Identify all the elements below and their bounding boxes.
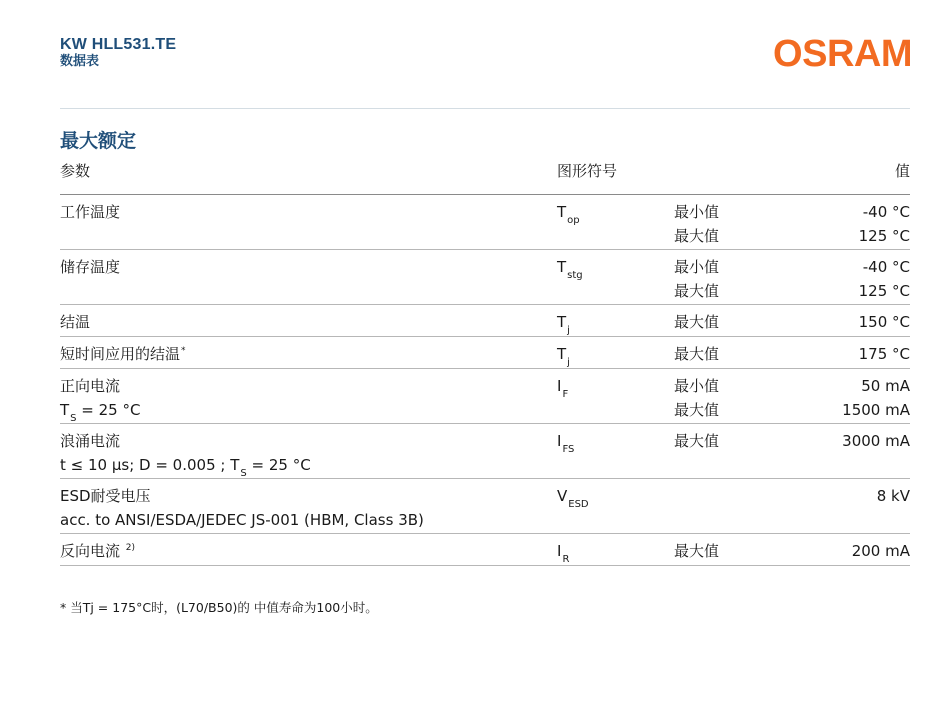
condition-text: t ≤ 10 μs; D = 0.005 ; T <box>60 456 240 474</box>
header-divider <box>60 108 910 109</box>
param-label: 正向电流 <box>60 377 121 395</box>
section-title: 最大额定 <box>60 130 137 152</box>
value-cell <box>859 255 910 303</box>
param-cell <box>60 342 186 369</box>
param-cell <box>60 374 140 425</box>
symbol-subscript: j <box>567 357 570 368</box>
limit-label: 最大值 <box>674 345 720 363</box>
value: 200 mA <box>851 542 910 560</box>
limit-cell <box>674 255 719 303</box>
value-cell <box>852 539 910 563</box>
symbol: I <box>557 432 562 450</box>
document-type: 数据表 <box>60 54 100 69</box>
symbol-cell <box>557 429 574 456</box>
symbol-cell <box>557 484 589 511</box>
param-label: 浪涌电流 <box>60 432 121 450</box>
symbol-subscript: R <box>562 554 570 565</box>
table-row <box>60 195 910 250</box>
value-cell <box>859 342 910 366</box>
value-cell <box>842 374 910 422</box>
symbol-cell <box>557 255 583 282</box>
limit-cell <box>674 429 719 453</box>
column-header-symbol: 图形符号 <box>557 162 618 180</box>
param-cell <box>60 429 311 480</box>
param-label: ESD耐受电压 <box>60 487 151 505</box>
limit-label: 最大值 <box>674 542 720 560</box>
value: -40 °C <box>862 258 910 276</box>
symbol: T <box>557 313 567 331</box>
symbol-cell <box>557 310 570 337</box>
limit-label: 最小值 <box>674 258 720 276</box>
param-condition: acc. to ANSI/ESDA/JEDEC JS-001 (HBM, Class 3B) <box>60 511 424 529</box>
value: 1500 mA <box>842 401 910 419</box>
param-label: 工作温度 <box>60 203 121 221</box>
symbol-subscript: F <box>562 389 569 400</box>
value: 50 mA <box>861 377 910 395</box>
footnote-marker: 2) <box>125 543 136 553</box>
osram-logo: OSRAM <box>773 33 912 75</box>
limit-label: 最大值 <box>674 227 720 245</box>
value: 150 °C <box>858 313 910 331</box>
limit-cell <box>674 539 719 563</box>
limit-cell <box>674 374 719 422</box>
symbol-subscript: j <box>567 325 570 336</box>
param-condition <box>60 453 311 480</box>
param-cell <box>60 255 120 279</box>
column-header-param: 参数 <box>60 162 91 180</box>
symbol-subscript: stg <box>567 270 583 281</box>
document-header <box>60 36 176 70</box>
param-condition <box>60 398 140 425</box>
value-cell <box>859 200 910 248</box>
symbol-subscript: op <box>567 215 580 226</box>
condition-text: T <box>60 401 70 419</box>
footnote-marker: * <box>181 346 186 356</box>
table-row <box>60 479 910 534</box>
value: 125 °C <box>858 282 910 300</box>
value-cell <box>877 484 910 508</box>
table-header <box>60 156 910 195</box>
symbol-cell <box>557 539 569 566</box>
symbol-cell <box>557 374 568 401</box>
symbol-cell <box>557 200 580 227</box>
column-header-value: 值 <box>894 162 910 180</box>
condition-subscript: S <box>70 413 77 424</box>
table-row <box>60 424 910 479</box>
table-row <box>60 369 910 424</box>
limit-cell <box>674 200 719 248</box>
param-label: 结温 <box>60 313 91 331</box>
limit-label: 最大值 <box>674 401 720 419</box>
value: 175 °C <box>858 345 910 363</box>
symbol: T <box>557 258 567 276</box>
value-cell <box>859 310 910 334</box>
symbol-subscript: FS <box>562 444 575 455</box>
table-row <box>60 534 910 566</box>
symbol: I <box>557 542 562 560</box>
symbol-cell <box>557 342 570 369</box>
table-row <box>60 337 910 369</box>
value: 3000 mA <box>842 432 910 450</box>
limit-cell <box>674 310 719 334</box>
limit-label: 最大值 <box>674 432 720 450</box>
limit-label: 最大值 <box>674 282 720 300</box>
table-row <box>60 250 910 305</box>
symbol: T <box>557 203 567 221</box>
value-cell <box>842 429 910 453</box>
limit-label: 最小值 <box>674 377 720 395</box>
ratings-table <box>60 156 910 566</box>
param-cell <box>60 310 90 334</box>
symbol: T <box>557 345 567 363</box>
param-cell <box>60 200 120 224</box>
table-row <box>60 305 910 337</box>
value: 125 °C <box>858 227 910 245</box>
limit-label: 最小值 <box>674 203 720 221</box>
product-title: KW HLL531.TE <box>60 36 177 53</box>
symbol: I <box>557 377 562 395</box>
symbol-subscript: ESD <box>568 499 589 510</box>
condition-text: = 25 °C <box>246 456 311 474</box>
param-label: 短时间应用的结温 <box>60 345 181 363</box>
condition-text: = 25 °C <box>76 401 141 419</box>
symbol: V <box>557 487 568 505</box>
param-cell <box>60 484 424 532</box>
limit-label: 最大值 <box>674 313 720 331</box>
footnote: * 当Tj = 175°C时，(L70/B50)的 中值寿命为100小时。 <box>60 600 378 615</box>
param-label: 储存温度 <box>60 258 121 276</box>
limit-cell <box>674 342 719 366</box>
condition-subscript: S <box>240 468 247 479</box>
value: -40 °C <box>862 203 910 221</box>
param-cell <box>60 539 135 566</box>
value: 8 kV <box>876 487 910 505</box>
param-label: 反向电流 <box>60 542 121 560</box>
